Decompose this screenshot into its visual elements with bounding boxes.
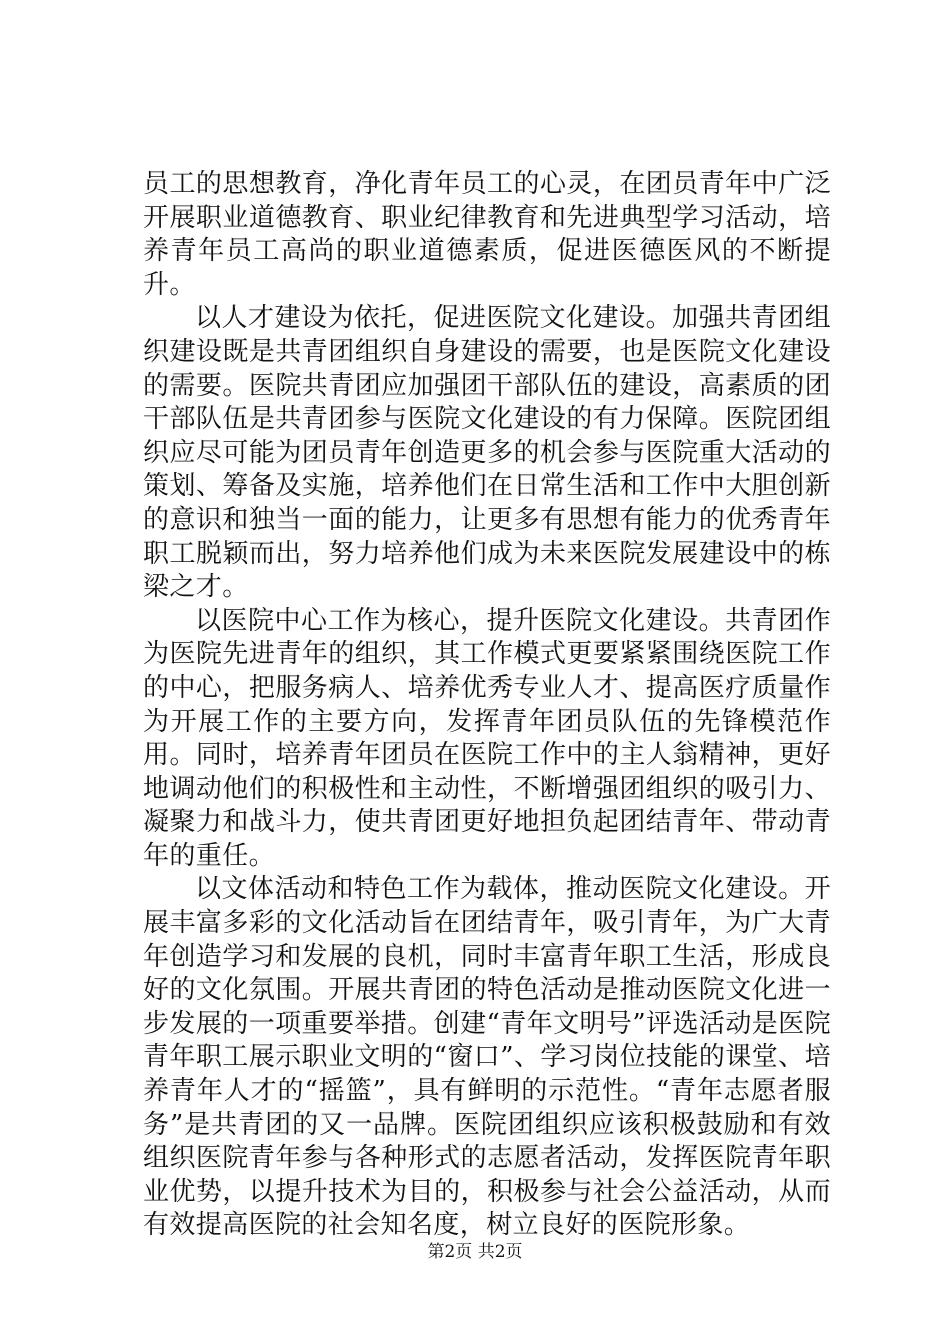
paragraph-2: 以人才建设为依托，促进医院文化建设。加强共青团组织建设既是共青团组织自身建设的需要，也是医院文化建设的需要。医院共青团应加强团干部队伍的建设，高素质的团干部队伍是共青团参与医院文化建设的有力保障。医院团组织应尽可能为团员青年创造更多的机会参与医院重大活动的策划、筹备及实施，培养他们在日常生活和工作中大胆创新的意识和独当一面的能力，让更多有思想有能力的优秀青年职工脱颖而出，努力培养他们成为未来医院发展建设中的栋梁之才。: [143, 303, 831, 603]
page-number-label: 第2页 共2页: [427, 1242, 523, 1262]
paragraph-1: 员工的思想教育，净化青年员工的心灵，在团员青年中广泛开展职业道德教育、职业纪律教育和先进典型学习活动，培养青年员工高尚的职业道德素质，促进医德医风的不断提升。: [143, 169, 831, 300]
paragraph-4: 以文体活动和特色工作为载体，推动医院文化建设。开展丰富多彩的文化活动旨在团结青年，吸引青年，为广大青年创造学习和发展的良机，同时丰富青年职工生活，形成良好的文化氛围。开展共青团的特色活动是推动医院文化进一步发展的一项重要举措。创建“青年文明号”评选活动是医院青年职工展示职业文明的“窗口”、学习岗位技能的课堂、培养青年人才的“摇篮”，具有鲜明的示范性。“青年志愿者服务”是共青团的又一品牌。医院团组织应该积极鼓励和有效组织医院青年参与各种形式的志愿者活动，发挥医院青年职业优势，以提升技术为目的，积极参与社会公益活动，从而有效提高医院的社会知名度，树立良好的医院形象。: [143, 874, 831, 1241]
page-footer: [0, 1240, 950, 1264]
document-body: [143, 168, 831, 1243]
paragraph-3: 以医院中心工作为核心，提升医院文化建设。共青团作为医院先进青年的组织，其工作模式更要紧紧围绕医院工作的中心，把服务病人、培养优秀专业人才、提高医疗质量作为开展工作的主要方向，发挥青年团员队伍的先锋模范作用。同时，培养青年团员在医院工作中的主人翁精神，更好地调动他们的积极性和主动性，不断增强团组织的吸引力、凝聚力和战斗力，使共青团更好地担负起团结青年、带动青年的重任。: [143, 605, 831, 871]
